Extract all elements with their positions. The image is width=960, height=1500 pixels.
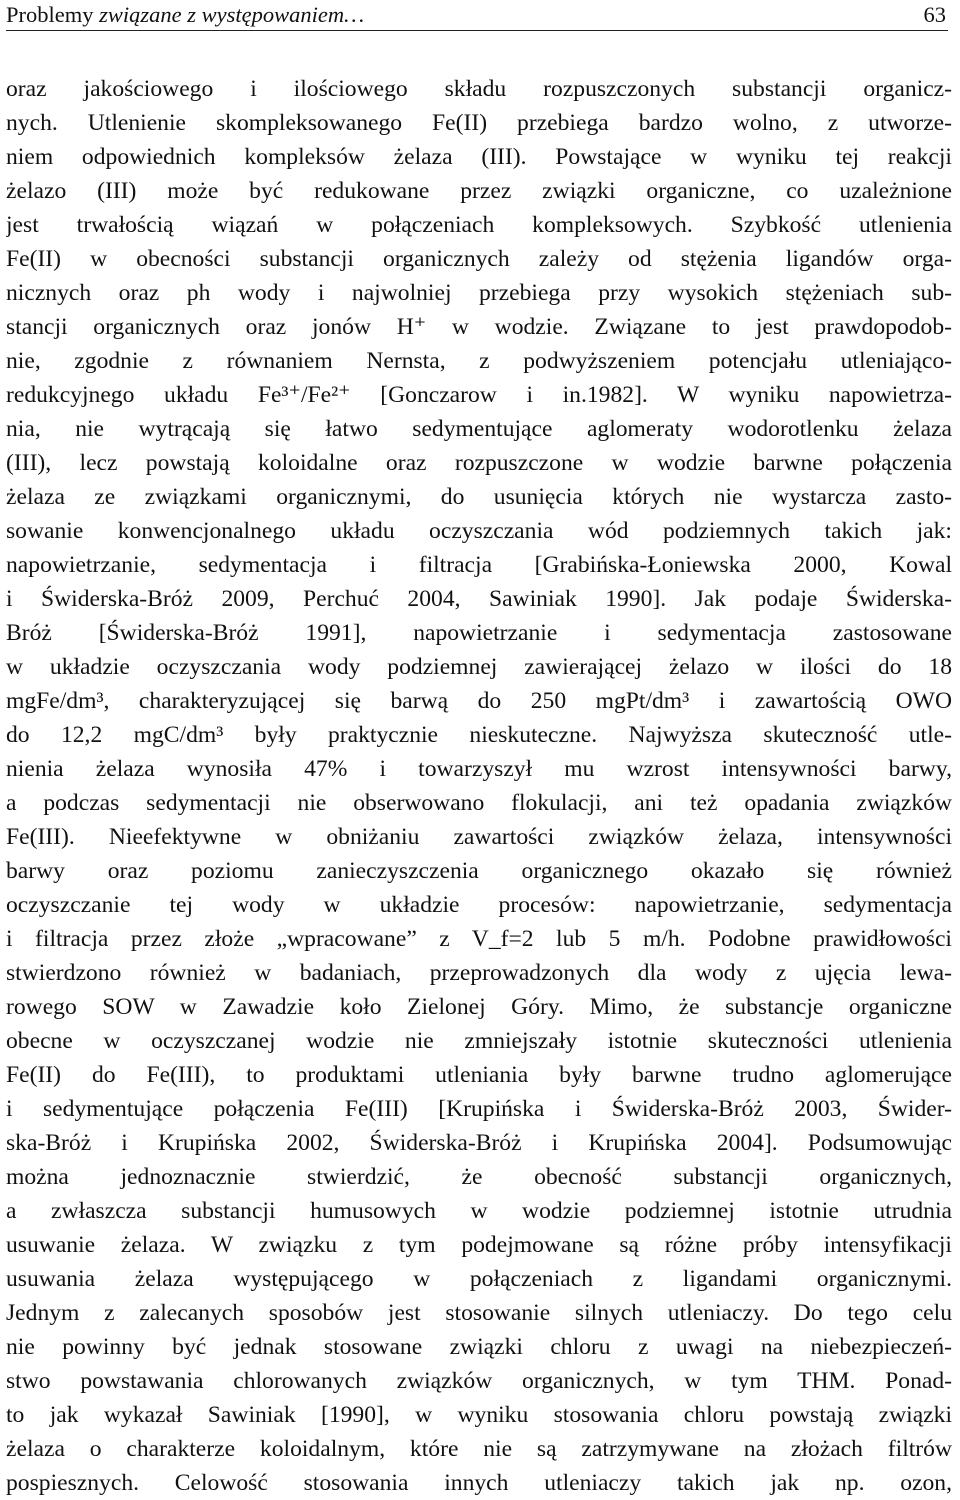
page-number: 63 (923, 2, 946, 27)
text-line: w układzie oczyszczania wody podziemnej zawierającej żelazo w ilości do 18 (6, 654, 952, 680)
text-line: nych. Utlenienie skompleksowanego Fe(II) przebiega bardzo wolno, z utworze- (6, 110, 952, 136)
text-line: można jednoznacznie stwierdzić, że obecność substancji organicznych, (6, 1164, 952, 1190)
text-line: żelaza ze związkami organicznymi, do usunięcia których nie wystarcza zasto- (6, 484, 952, 510)
text-line: żelazo (III) może być redukowane przez związki organiczne, co uzależnione (6, 178, 952, 204)
text-line: ska-Bróż i Krupińska 2002, Świderska-Bróż i Krupińska 2004]. Podsumowując (6, 1130, 952, 1156)
text-line: rowego SOW w Zawadzie koło Zielonej Góry. Mimo, że substancje organiczne (6, 994, 952, 1020)
text-line: nie powinny być jednak stosowane związki chloru z uwagi na niebezpieczeń- (6, 1334, 952, 1360)
text-line: stancji organicznych oraz jonów H⁺ w wodzie. Związane to jest prawdopodob- (6, 314, 952, 340)
text-line: to jak wykazał Sawiniak [1990], w wyniku stosowania chloru powstają związki (6, 1402, 952, 1428)
text-line: do 12,2 mgC/dm³ były praktycznie nieskuteczne. Najwyższa skuteczność utle- (6, 722, 952, 748)
text-line: sowanie konwencjonalnego układu oczyszczania wód podziemnych takich jak: (6, 518, 952, 544)
text-line: niem odpowiednich kompleksów żelaza (III). Powstające w wyniku tej reakcji (6, 144, 952, 170)
text-line: żelaza o charakterze koloidalnym, które nie są zatrzymywane na złożach filtrów (6, 1436, 952, 1462)
text-line: (III), lecz powstają koloidalne oraz rozpuszczone w wodzie barwne połączenia (6, 450, 952, 476)
text-line: i filtracja przez złoże „wpracowane” z V_f=2 lub 5 m/h. Podobne prawidłowości (6, 926, 952, 952)
text-line: mgFe/dm³, charakteryzującej się barwą do 250 mgPt/dm³ i zawartością OWO (6, 688, 952, 714)
text-line: usuwania żelaza występującego w połączeniach z ligandami organicznymi. (6, 1266, 952, 1292)
running-title-plain: Problemy (6, 2, 100, 27)
text-line: stwierdzono również w badaniach, przeprowadzonych dla wody z ujęcia lewa- (6, 960, 952, 986)
text-line: oczyszczanie tej wody w układzie procesów: napowietrzanie, sedymentacja (6, 892, 952, 918)
text-line: nienia żelaza wynosiła 47% i towarzyszył mu wzrost intensywności barwy, (6, 756, 952, 782)
text-line: Jednym z zalecanych sposobów jest stosowanie silnych utleniaczy. Do tego celu (6, 1300, 952, 1326)
text-line: jest trwałością wiązań w połączeniach kompleksowych. Szybkość utlenienia (6, 212, 952, 238)
text-line: Bróż [Świderska-Bróż 1991], napowietrzanie i sedymentacja zastosowane (6, 620, 952, 646)
body-paragraph (6, 72, 952, 1500)
text-line: i Świderska-Bróż 2009, Perchuć 2004, Sawiniak 1990]. Jak podaje Świderska- (6, 586, 952, 612)
text-line: nie, zgodnie z równaniem Nernsta, z podwyższeniem potencjału utleniająco- (6, 348, 952, 374)
running-title-italic: związane z występowaniem… (99, 2, 365, 27)
text-line: redukcyjnego układu Fe³⁺/Fe²⁺ [Gonczarow i in.1982]. W wyniku napowietrza- (6, 382, 952, 408)
text-line: napowietrzanie, sedymentacja i filtracja [Grabińska-Łoniewska 2000, Kowal (6, 552, 952, 578)
text-line: a podczas sedymentacji nie obserwowano flokulacji, ani też opadania związków (6, 790, 952, 816)
text-line: a zwłaszcza substancji humusowych w wodzie podziemnej istotnie utrudnia (6, 1198, 952, 1224)
running-header (6, 0, 948, 31)
text-line: oraz jakościowego i ilościowego składu rozpuszczonych substancji organicz- (6, 76, 952, 102)
text-line: Fe(III). Nieefektywne w obniżaniu zawartości związków żelaza, intensywności (6, 824, 952, 850)
text-line: obecne w oczyszczanej wodzie nie zmniejszały istotnie skuteczności utlenienia (6, 1028, 952, 1054)
text-line: nia, nie wytrącają się łatwo sedymentujące aglomeraty wodorotlenku żelaza (6, 416, 952, 442)
text-line: i sedymentujące połączenia Fe(III) [Krupińska i Świderska-Bróż 2003, Świder- (6, 1096, 952, 1122)
text-line: pospiesznych. Celowość stosowania innych utleniaczy takich jak np. ozon, (6, 1470, 952, 1496)
text-line: barwy oraz poziomu zanieczyszczenia organicznego okazało się również (6, 858, 952, 884)
text-line: stwo powstawania chlorowanych związków organicznych, w tym THM. Ponad- (6, 1368, 952, 1394)
text-line: nicznych oraz ph wody i najwolniej przebiega przy wysokich stężeniach sub- (6, 280, 952, 306)
running-title (6, 0, 364, 30)
text-line: usuwanie żelaza. W związku z tym podejmowane są różne próby intensyfikacji (6, 1232, 952, 1258)
text-line: Fe(II) do Fe(III), to produktami utleniania były barwne trudno aglomerujące (6, 1062, 952, 1088)
text-line: Fe(II) w obecności substancji organicznych zależy od stężenia ligandów orga- (6, 246, 952, 272)
